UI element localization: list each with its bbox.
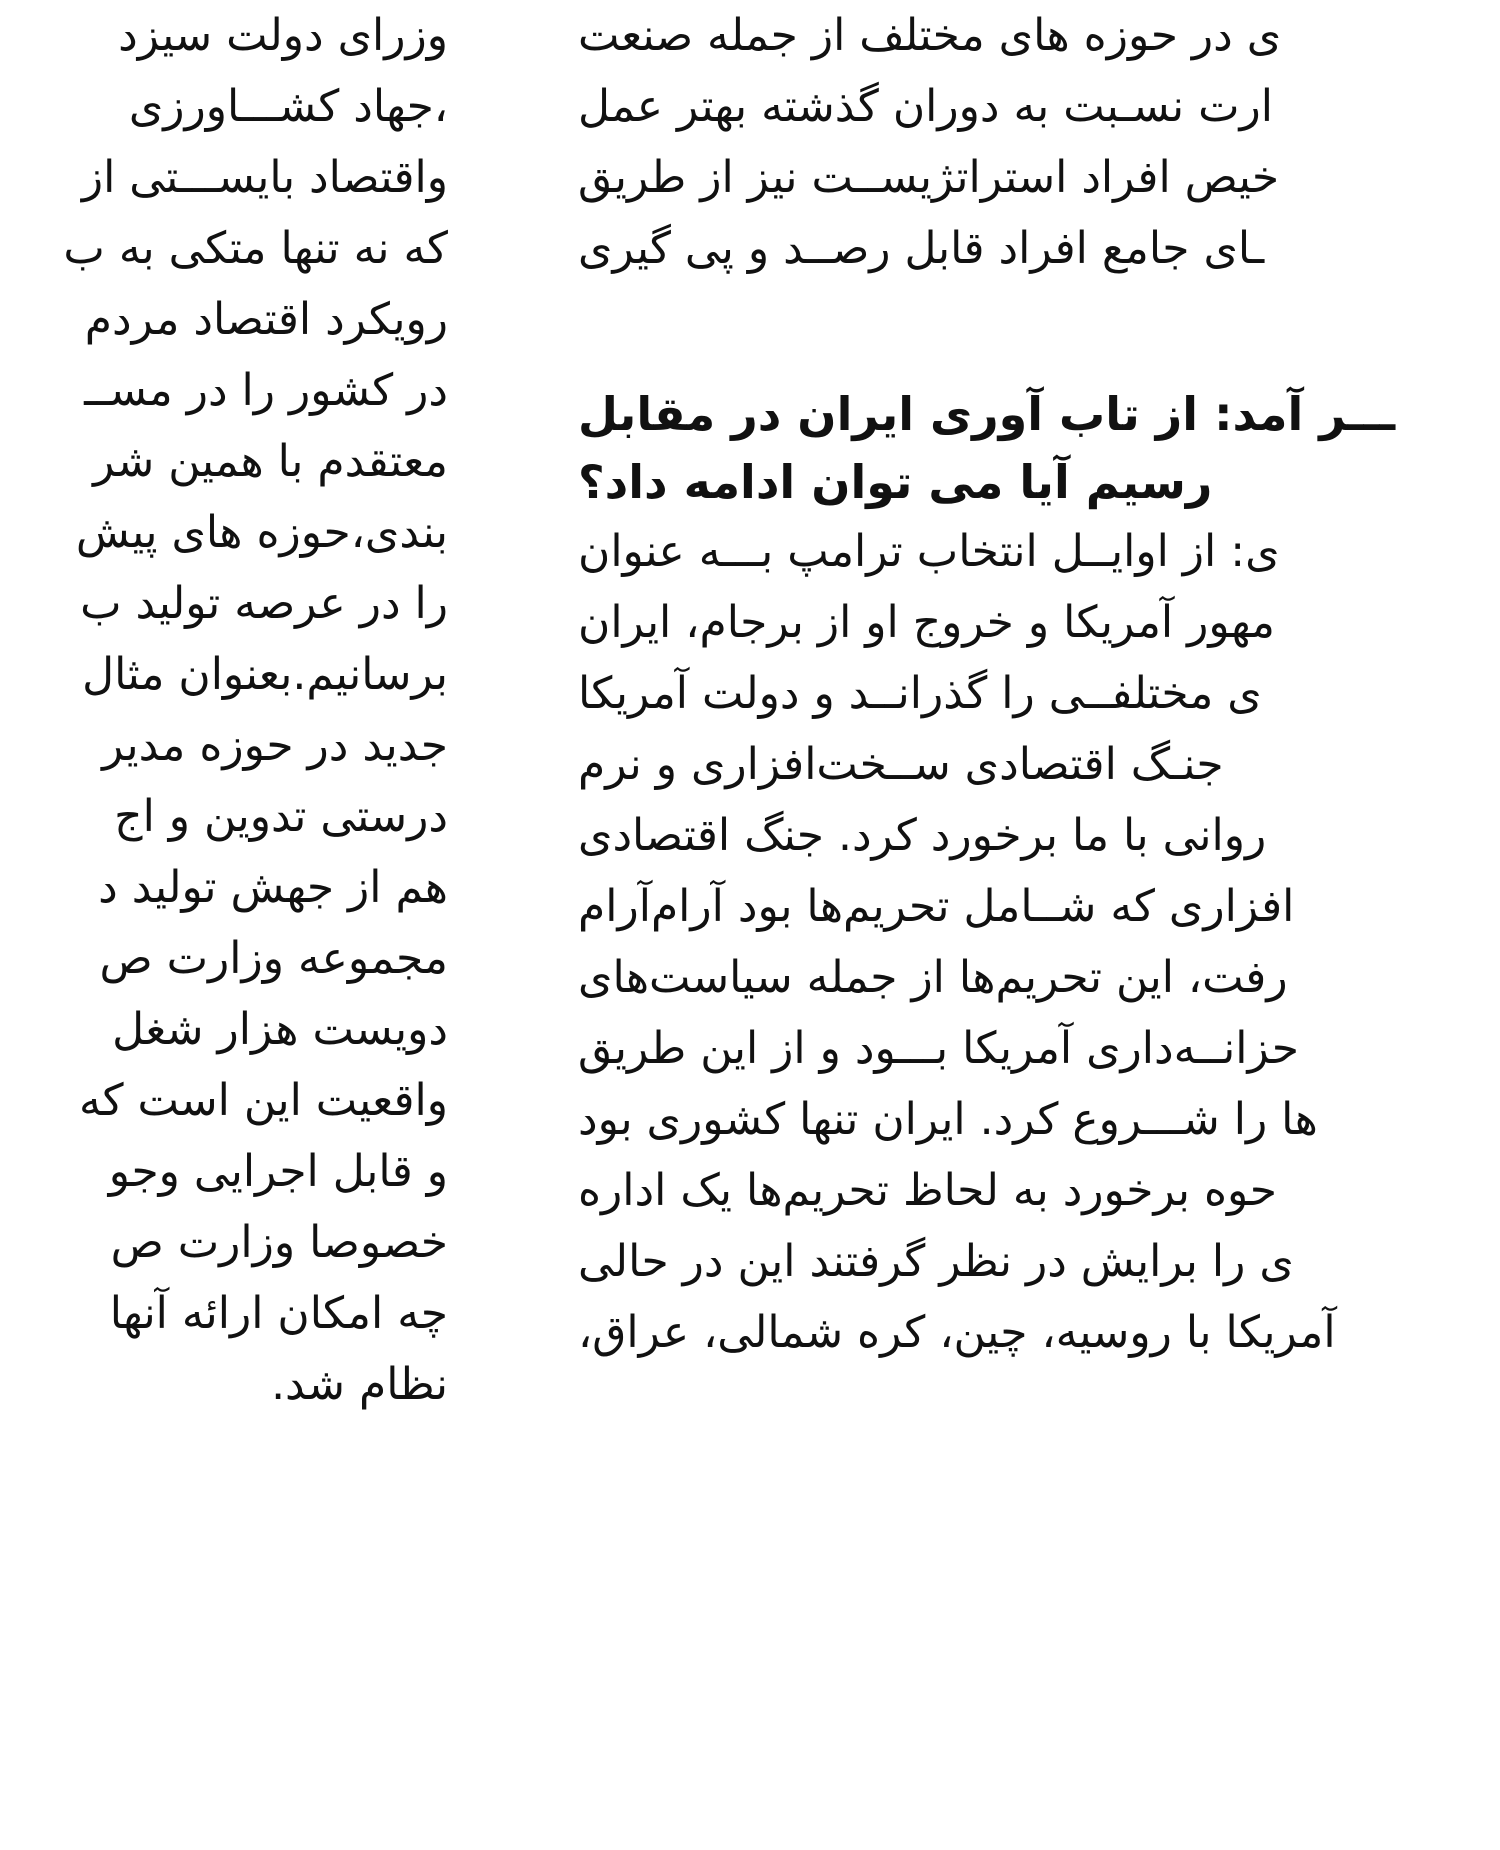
left-line: نظام شد. [271, 1359, 448, 1410]
body-line [578, 1013, 1500, 1084]
body-line [578, 658, 1500, 729]
body-line [578, 1155, 1500, 1226]
right-column [578, 0, 1500, 1368]
left-line: معتقدم با همین شر [93, 436, 448, 487]
heading-line-text: رسیم آیا می توان ادامه داد؟ [578, 455, 1213, 509]
left-column [0, 0, 448, 1420]
body-line-text: ی را برایش در نظر گرفتند این در حالی [578, 1236, 1294, 1287]
body-line [578, 213, 1500, 284]
body-line [578, 1226, 1500, 1297]
body-line-text: حوه برخورد به لحاظ تحریم‌ها یک اداره [578, 1165, 1277, 1216]
body-line [578, 729, 1500, 800]
left-line: خصوصا وزارت ص [110, 1217, 448, 1268]
body-line-text: ـای جامع افراد قابل رصــد و پی گیری [578, 223, 1265, 274]
body-line [578, 71, 1500, 142]
body-line [578, 587, 1500, 658]
left-line: درستی تدوین و اج [114, 791, 448, 842]
paragraph-1 [578, 0, 1500, 284]
body-line [578, 942, 1500, 1013]
body-line [578, 1297, 1500, 1368]
body-line [578, 142, 1500, 213]
section-heading [578, 380, 1500, 516]
body-line-text: ی: از اوایــل انتخاب ترامپ بـــه عنوان [578, 526, 1280, 577]
left-line: وزرای دولت سیزد [118, 10, 448, 61]
body-line-text: مهور آمریکا و خروج او از برجام، ایران [578, 597, 1275, 648]
body-line-text: روانی با ما برخورد کرد. جنگ اقتصادی [578, 810, 1267, 861]
body-line-text: ارت نسـبت به دوران گذشته بهتر عمل [578, 81, 1274, 132]
body-line-text: ها را شـــروع کرد. ایران تنها کشوری بود [578, 1094, 1318, 1145]
left-line: رویکرد اقتصاد مردم [84, 294, 448, 345]
body-line [578, 871, 1500, 942]
left-line: را در عرصه تولید ب [80, 578, 448, 629]
left-line: و قابل اجرایی وجو [108, 1146, 448, 1197]
left-line: که نه تنها متکی به ب [63, 223, 448, 274]
body-line [578, 0, 1500, 71]
left-line: واقعیت این است که [79, 1075, 448, 1126]
left-line: برسانیم.بعنوان مثال [82, 649, 448, 700]
left-line: بندی،حوزه های پیش [75, 507, 448, 558]
paragraph-2 [578, 516, 1500, 1368]
body-line-text: حزانــه‌داری آمریکا بـــود و از این طریق [578, 1023, 1299, 1074]
body-line-text: ی مختلفــی را گذرانــد و دولت آمریکا [578, 668, 1262, 719]
heading-line [578, 448, 1500, 516]
body-line-text: رفت، این تحریم‌ها از جمله سیاست‌های [578, 952, 1288, 1003]
left-line: جدید در حوزه مدیر [102, 720, 448, 771]
left-line: مجموعه وزارت ص [99, 933, 448, 984]
body-line-text: خیص افراد استراتژیســت نیز از طریق [578, 152, 1280, 203]
left-line: دویست هزار شغل [112, 1004, 448, 1055]
body-line-text: ی در حوزه های مختلف از جمله صنعت [578, 10, 1282, 61]
heading-line [578, 380, 1500, 448]
body-line-text: جنـگ اقتصادی ســخت‌افزاری و نرم [578, 739, 1224, 790]
body-line-text: افزاری که شــامل تحریم‌ها بود آرام‌آرام [578, 881, 1295, 932]
left-line: ،جهاد کشـــاورزی [128, 81, 448, 132]
body-line [578, 1084, 1500, 1155]
body-line [578, 516, 1500, 587]
body-line [578, 800, 1500, 871]
left-line: واقتصاد بایســـتی از [81, 152, 448, 203]
left-line: هم از جهش تولید د [98, 862, 448, 913]
body-line-text: آمریکا با روسیه، چین، کره شمالی، عراق، [578, 1307, 1336, 1358]
heading-line-text: ـــر آمد: از تاب آوری ایران در مقابل [578, 387, 1396, 441]
paragraph-gap [578, 284, 1500, 380]
left-line: چه امکان ارائه آنها [109, 1288, 448, 1339]
left-line: در کشور را در مســ [84, 365, 448, 416]
